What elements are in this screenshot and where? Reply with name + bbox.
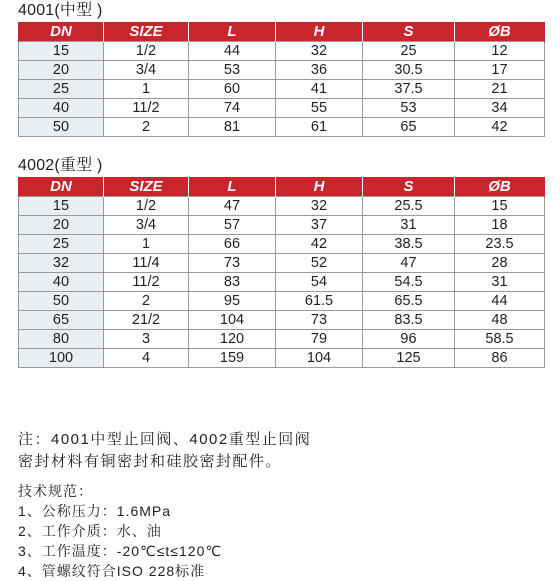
- cell-l: 83: [189, 273, 276, 292]
- cell-ob: 23.5: [455, 235, 545, 254]
- header-l: L: [189, 177, 276, 197]
- table-row: [19, 235, 545, 254]
- cell-s: 65.5: [363, 292, 455, 311]
- table-row: [19, 42, 545, 61]
- cell-s: 65: [363, 118, 455, 137]
- cell-h: 32: [276, 42, 363, 61]
- cell-size: 2: [104, 292, 189, 311]
- header-h: H: [276, 177, 363, 197]
- cell-dn: 15: [19, 42, 104, 61]
- table-row: [19, 330, 545, 349]
- table-row: [19, 292, 545, 311]
- cell-l: 57: [189, 216, 276, 235]
- cell-l: 81: [189, 118, 276, 137]
- table-row: [19, 80, 545, 99]
- tech-spec-item: 3、工作温度：-20℃≤t≤120℃: [18, 543, 223, 559]
- cell-ob: 28: [455, 254, 545, 273]
- cell-dn: 50: [19, 118, 104, 137]
- cell-s: 30.5: [363, 61, 455, 80]
- cell-ob: 12: [455, 42, 545, 61]
- cell-l: 159: [189, 349, 276, 368]
- cell-dn: 80: [19, 330, 104, 349]
- cell-size: 1: [104, 235, 189, 254]
- note-line-1: 注：4001中型止回阀、4002重型止回阀: [18, 431, 312, 448]
- cell-h: 61.5: [276, 292, 363, 311]
- cell-ob: 18: [455, 216, 545, 235]
- cell-size: 4: [104, 349, 189, 368]
- cell-s: 96: [363, 330, 455, 349]
- header-dn: DN: [19, 177, 104, 197]
- cell-l: 60: [189, 80, 276, 99]
- header-ob: ØB: [455, 177, 545, 197]
- table-4002: [18, 177, 545, 368]
- cell-size: 1/2: [104, 197, 189, 216]
- header-dn: DN: [19, 22, 104, 42]
- cell-h: 79: [276, 330, 363, 349]
- cell-dn: 40: [19, 99, 104, 118]
- cell-ob: 34: [455, 99, 545, 118]
- tech-spec-item: 1、公称压力：1.6MPa: [18, 503, 172, 519]
- cell-dn: 65: [19, 311, 104, 330]
- cell-l: 104: [189, 311, 276, 330]
- cell-s: 53: [363, 99, 455, 118]
- header-s: S: [363, 22, 455, 42]
- cell-ob: 58.5: [455, 330, 545, 349]
- cell-l: 53: [189, 61, 276, 80]
- table-row: [19, 118, 545, 137]
- header-size: SIZE: [104, 177, 189, 197]
- cell-h: 42: [276, 235, 363, 254]
- cell-s: 31: [363, 216, 455, 235]
- cell-h: 37: [276, 216, 363, 235]
- cell-ob: 86: [455, 349, 545, 368]
- cell-dn: 32: [19, 254, 104, 273]
- cell-s: 25.5: [363, 197, 455, 216]
- header-s: S: [363, 177, 455, 197]
- header-l: L: [189, 22, 276, 42]
- table-4002-title: 4002(重型 ): [18, 157, 103, 174]
- cell-ob: 21: [455, 80, 545, 99]
- cell-dn: 25: [19, 235, 104, 254]
- cell-l: 95: [189, 292, 276, 311]
- cell-dn: 25: [19, 80, 104, 99]
- table-row: [19, 254, 545, 273]
- cell-dn: 40: [19, 273, 104, 292]
- tech-spec-item: 2、工作介质：水、油: [18, 523, 162, 539]
- cell-size: 11/2: [104, 99, 189, 118]
- cell-l: 44: [189, 42, 276, 61]
- header-size: SIZE: [104, 22, 189, 42]
- cell-s: 25: [363, 42, 455, 61]
- table-row: [19, 273, 545, 292]
- cell-dn: 100: [19, 349, 104, 368]
- cell-ob: 42: [455, 118, 545, 137]
- table-header-row: [19, 22, 545, 42]
- cell-h: 54: [276, 273, 363, 292]
- cell-l: 66: [189, 235, 276, 254]
- cell-s: 54.5: [363, 273, 455, 292]
- cell-h: 73: [276, 311, 363, 330]
- cell-ob: 17: [455, 61, 545, 80]
- table-row: [19, 197, 545, 216]
- cell-l: 120: [189, 330, 276, 349]
- cell-ob: 15: [455, 197, 545, 216]
- cell-ob: 31: [455, 273, 545, 292]
- cell-h: 55: [276, 99, 363, 118]
- table-4001-title: 4001(中型 ): [18, 2, 103, 19]
- table-row: [19, 216, 545, 235]
- cell-h: 36: [276, 61, 363, 80]
- table-header-row: [19, 177, 545, 197]
- cell-s: 38.5: [363, 235, 455, 254]
- table-row: [19, 61, 545, 80]
- cell-ob: 44: [455, 292, 545, 311]
- cell-dn: 15: [19, 197, 104, 216]
- cell-l: 74: [189, 99, 276, 118]
- cell-ob: 48: [455, 311, 545, 330]
- cell-size: 3/4: [104, 216, 189, 235]
- cell-h: 32: [276, 197, 363, 216]
- table-4001: [18, 22, 545, 137]
- cell-h: 104: [276, 349, 363, 368]
- notes-block: [18, 429, 548, 581]
- table-row: [19, 349, 545, 368]
- cell-s: 83.5: [363, 311, 455, 330]
- cell-size: 2: [104, 118, 189, 137]
- cell-s: 37.5: [363, 80, 455, 99]
- cell-dn: 20: [19, 61, 104, 80]
- cell-h: 52: [276, 254, 363, 273]
- cell-size: 1: [104, 80, 189, 99]
- tech-spec-block: [18, 481, 548, 581]
- cell-size: 3/4: [104, 61, 189, 80]
- cell-dn: 50: [19, 292, 104, 311]
- cell-h: 41: [276, 80, 363, 99]
- cell-size: 11/2: [104, 273, 189, 292]
- cell-s: 47: [363, 254, 455, 273]
- tech-spec-item: 4、管螺纹符合ISO 228标准: [18, 563, 206, 579]
- cell-size: 21/2: [104, 311, 189, 330]
- header-ob: ØB: [455, 22, 545, 42]
- cell-l: 73: [189, 254, 276, 273]
- cell-s: 125: [363, 349, 455, 368]
- table-row: [19, 311, 545, 330]
- cell-size: 11/4: [104, 254, 189, 273]
- cell-h: 61: [276, 118, 363, 137]
- tech-spec-title: 技术规范：: [18, 483, 93, 499]
- header-h: H: [276, 22, 363, 42]
- cell-size: 3: [104, 330, 189, 349]
- cell-dn: 20: [19, 216, 104, 235]
- note-line-2: 密封材料有铜密封和硅胶密封配件。: [18, 453, 283, 470]
- cell-size: 1/2: [104, 42, 189, 61]
- cell-l: 47: [189, 197, 276, 216]
- table-row: [19, 99, 545, 118]
